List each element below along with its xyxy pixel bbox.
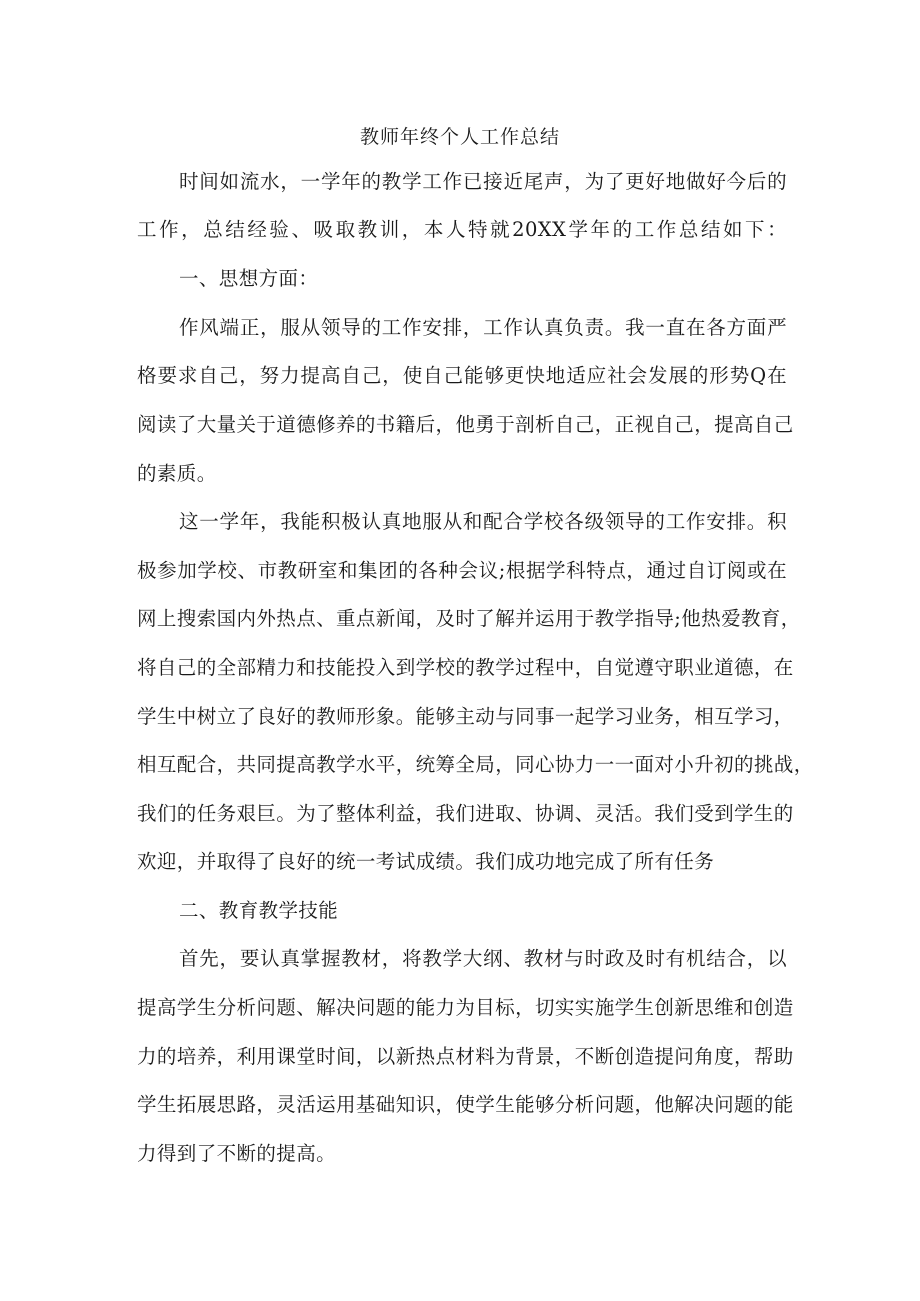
paragraph-line: 学生拓展思路，灵活运用基础知识，使学生能够分析问题，他解决问题的能	[137, 1093, 794, 1116]
section-heading: 二、教育教学技能	[179, 899, 339, 922]
paragraph-line: 阅读了大量关于道德修养的书籍后，他勇于剖析自己，正视自己，提高自己	[137, 413, 794, 436]
paragraph-line: 学生中树立了良好的教师形象。能够主动与同事一起学习业务，相互学习，	[137, 705, 794, 728]
paragraph-line: 相互配合，共同提高教学水平，统筹全局，同心协力一一面对小升初的挑战，	[137, 753, 814, 776]
paragraph-line: 极参加学校、市教研室和集团的各种会议;根据学科特点，通过自订阅或在	[137, 559, 787, 582]
paragraph-line: 工作，总结经验、吸取教训，本人特就20XX学年的工作总结如下：	[137, 218, 787, 241]
paragraph-line: 首先，要认真掌握教材，将教学大纲、教材与时政及时有机结合，以	[179, 947, 787, 970]
paragraph-line: 将自己的全部精力和技能投入到学校的教学过程中，自觉遵守职业道德，在	[137, 656, 794, 679]
paragraph-line: 这一学年，我能积极认真地服从和配合学校各级领导的工作安排。积	[179, 510, 787, 533]
paragraph-line: 格要求自己，努力提高自己，使自己能够更快地适应社会发展的形势Q在	[137, 364, 787, 387]
paragraph-line: 力的培养，利用课堂时间，以新热点材料为背景，不断创造提问角度，帮助	[137, 1045, 794, 1068]
paragraph-line: 网上搜索国内外热点、重点新闻，及时了解并运用于教学指导;他热爱教育，	[137, 607, 801, 630]
paragraph-line: 的素质。	[137, 462, 217, 485]
paragraph-line: 力得到了不断的提高。	[137, 1142, 337, 1165]
paragraph-line: 欢迎，并取得了良好的统一考试成绩。我们成功地完成了所有任务	[137, 850, 715, 873]
document-title: 教师年终个人工作总结	[359, 126, 560, 148]
paragraph-line: 提高学生分析问题、解决问题的能力为目标，切实实施学生创新思维和创造	[137, 996, 794, 1019]
paragraph-line: 作风端正，服从领导的工作安排，工作认真负责。我一直在各方面严	[179, 316, 787, 339]
paragraph-line: 时间如流水，一学年的教学工作已接近尾声，为了更好地做好今后的	[179, 170, 787, 193]
paragraph-line: 我们的任务艰巨。为了整体利益，我们进取、协调、灵活。我们受到学生的	[137, 802, 794, 825]
section-heading: 一、思想方面：	[179, 267, 319, 290]
